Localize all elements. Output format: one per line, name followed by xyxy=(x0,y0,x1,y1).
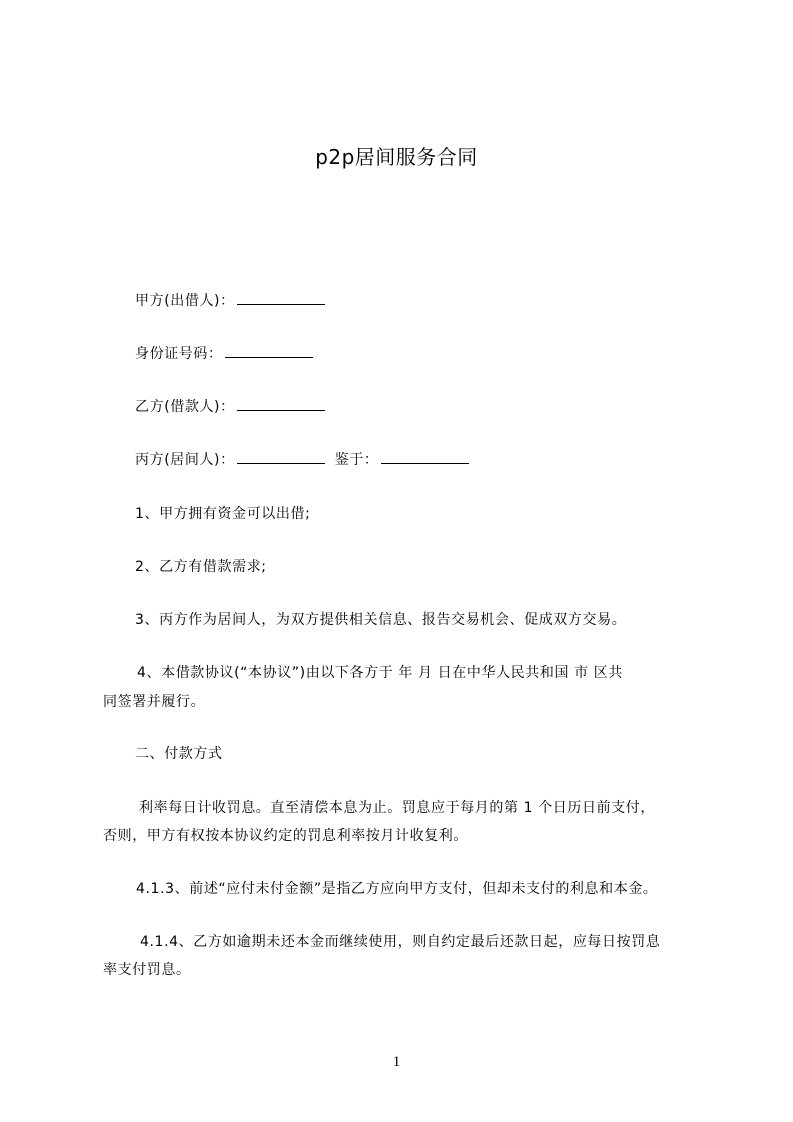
whereas-label: 鉴于： xyxy=(334,452,379,468)
party-b-line xyxy=(103,393,755,421)
party-b-blank xyxy=(237,396,325,411)
party-a-blank xyxy=(237,290,325,305)
clause-2: 2、乙方有借款需求; xyxy=(135,559,267,575)
id-number-label: 身份证号码： xyxy=(135,346,223,362)
clause-4-1-4-line-1: 4.1.4、乙方如逾期未还本金而继续使用，则自约定最后还款日起，应每日按罚息 xyxy=(140,934,661,950)
party-c-line xyxy=(103,446,755,474)
document-title: p2p居间服务合同 xyxy=(315,145,478,169)
section-2-heading: 二、付款方式 xyxy=(135,746,223,762)
party-c-label: 丙方(居间人)： xyxy=(135,452,235,468)
id-number-blank xyxy=(225,343,313,358)
party-a-label: 甲方(出借人)： xyxy=(135,293,235,309)
party-b-label: 乙方(借款人)： xyxy=(135,399,235,415)
clause-4-1-4-line-2: 率支付罚息。 xyxy=(103,962,191,978)
penalty-line-2: 否则，甲方有权按本协议约定的罚息利率按月计收复利。 xyxy=(103,828,468,844)
penalty-line-1: 利率每日计收罚息。直至清偿本息为止。罚息应于每月的第 1 个日历日前支付， xyxy=(139,800,656,816)
party-a-line xyxy=(103,287,755,315)
page-number: 1 xyxy=(392,1054,401,1070)
id-number-line xyxy=(103,340,755,368)
clause-4-line-1: 4、本借款协议(“本协议”)由以下各方于 年 月 日在中华人民共和国 市 区共 xyxy=(137,665,623,681)
clause-4-1-3: 4.1.3、前述“应付未付金额”是指乙方应向甲方支付，但却未支付的利息和本金。 xyxy=(136,881,658,897)
clause-4-line-2: 同签署并履行。 xyxy=(103,694,206,710)
clause-1: 1、甲方拥有资金可以出借; xyxy=(135,506,311,522)
clause-3: 3、丙方作为居间人，为双方提供相关信息、报告交易机会、促成双方交易。 xyxy=(135,612,627,628)
party-c-blank xyxy=(237,449,325,464)
whereas-blank xyxy=(381,449,469,464)
